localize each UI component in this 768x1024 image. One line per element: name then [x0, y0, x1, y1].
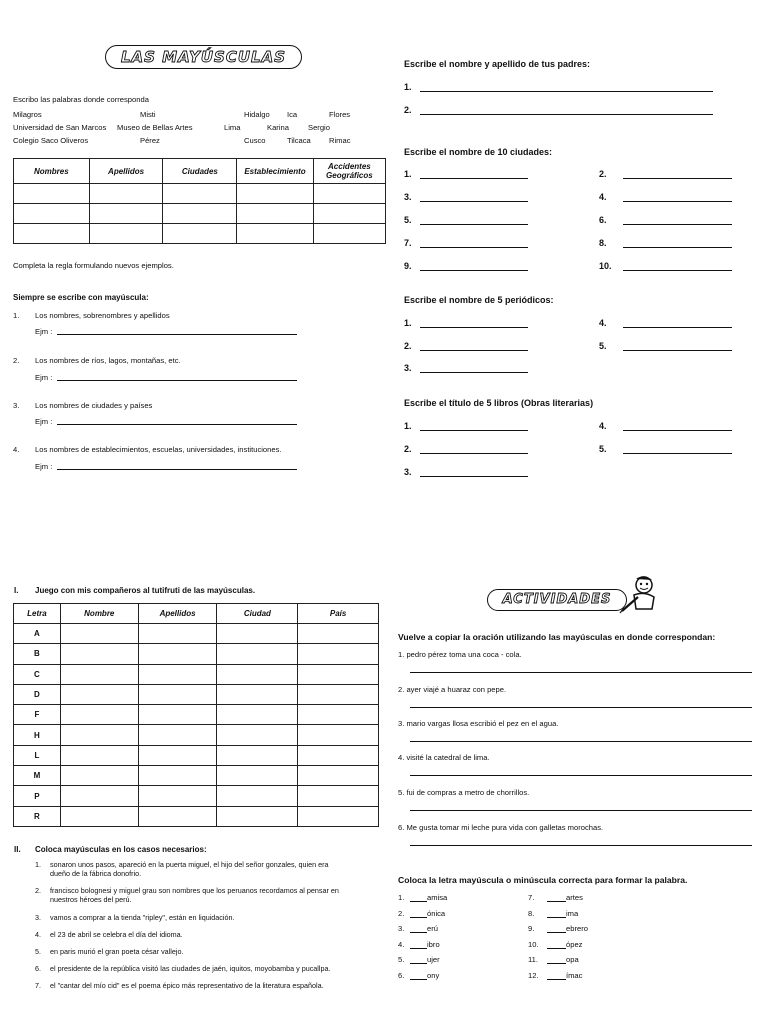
item-number: 3. — [398, 924, 405, 933]
tutifruti-table — [13, 603, 379, 827]
answer-line[interactable] — [623, 327, 732, 328]
word-bank-item: Ica — [287, 110, 298, 119]
game-heading: Juego con mis compañeros al tutifruti de las mayúsculas. — [35, 586, 256, 595]
col-header-apellidos: Apellidos — [89, 159, 163, 184]
table-cell[interactable] — [298, 684, 379, 704]
table-cell[interactable] — [217, 644, 298, 664]
answer-line[interactable] — [410, 672, 752, 673]
page-title: LAS MAYÚSCULAS — [120, 48, 286, 66]
word-bank-item: Misti — [140, 110, 156, 119]
table-cell[interactable] — [138, 806, 217, 826]
sentence-text: 3. mario vargas llosa escribió el pez en el agua. — [398, 719, 559, 728]
books-heading: Escribe el título de 5 libros (Obras literarias) — [404, 398, 594, 408]
word-fragment: ópez — [566, 939, 583, 949]
item-number: 12. — [528, 970, 539, 980]
line-number: 6. — [599, 215, 607, 225]
word-fragment: ebrero — [566, 924, 588, 933]
table-cell[interactable] — [138, 664, 217, 684]
rule-heading: Siempre se escribe con mayúscula: — [13, 293, 149, 302]
word-bank-item: Pérez — [140, 136, 160, 145]
answer-line[interactable] — [623, 201, 732, 202]
letter-cell: R — [14, 806, 61, 826]
col-header-ciudad: Ciudad — [217, 604, 298, 624]
answer-line[interactable] — [420, 91, 713, 92]
exercise1-instruction: Escribo las palabras donde corresponda — [13, 95, 149, 104]
answer-line[interactable] — [410, 845, 752, 846]
table-cell[interactable] — [163, 204, 237, 224]
line-number: 8. — [599, 238, 607, 248]
word-bank-item: Lima — [224, 123, 241, 132]
table-cell[interactable] — [14, 224, 90, 244]
answer-line[interactable] — [420, 350, 528, 351]
table-row — [14, 806, 379, 826]
item-text: francisco bolognesi y miguel grau son nombres que los peruanos recordamos al pensar en — [50, 886, 339, 895]
answer-line[interactable] — [57, 469, 297, 470]
table-cell[interactable] — [138, 766, 217, 786]
table-cell[interactable] — [237, 184, 314, 204]
table-cell[interactable] — [163, 184, 237, 204]
answer-line[interactable] — [623, 270, 732, 271]
line-number: 4. — [599, 192, 607, 202]
word-bank-item: Flores — [329, 110, 351, 119]
word-bank-item: Milagros — [13, 110, 42, 119]
answer-line[interactable] — [623, 430, 732, 431]
copy-heading: Vuelve a copiar la oración utilizando las mayúsculas en donde correspondan: — [398, 632, 716, 642]
item-number: 2. — [35, 886, 41, 895]
table-cell[interactable] — [237, 224, 314, 244]
blank-line[interactable] — [410, 932, 427, 933]
col-header-ciudades: Ciudades — [163, 159, 237, 184]
table-cell[interactable] — [298, 806, 379, 826]
table-cell[interactable] — [298, 644, 379, 664]
line-number: 5. — [599, 340, 607, 351]
line-number: 4. — [599, 318, 607, 328]
rule-item-number: 4. — [13, 445, 20, 454]
line-number: 2. — [404, 105, 412, 115]
word-fragment: erú — [427, 924, 438, 933]
table-cell[interactable] — [298, 624, 379, 644]
table-cell[interactable] — [138, 624, 217, 644]
line-number: 7. — [404, 238, 412, 248]
blank-line[interactable] — [547, 901, 566, 902]
rule-item-number: 3. — [13, 401, 20, 410]
table-cell[interactable] — [60, 806, 138, 826]
rule-item-text: Los nombres de ríos, lagos, montañas, etc. — [35, 356, 181, 365]
item-number: 4. — [398, 939, 405, 949]
word-fragment: ujer — [427, 955, 440, 964]
word-bank-item: Museo de Bellas Artes — [117, 123, 193, 132]
blank-line[interactable] — [547, 917, 566, 918]
col-header-pais: País — [298, 604, 379, 624]
answer-line[interactable] — [410, 707, 752, 708]
table-row — [14, 766, 379, 786]
line-number: 1. — [404, 318, 412, 328]
child-writing-illustration — [618, 575, 660, 615]
parents-heading: Escribe el nombre y apellido de tus padres: — [404, 59, 591, 69]
item-number: 5. — [35, 947, 41, 956]
word-bank-item: Hidalgo — [244, 110, 270, 119]
answer-line[interactable] — [420, 178, 528, 179]
letter-cell: L — [14, 745, 61, 765]
answer-line[interactable] — [410, 810, 752, 811]
word-fragment: ima — [566, 908, 579, 918]
blank-line[interactable] — [547, 963, 566, 964]
line-number: 2. — [599, 169, 607, 179]
item-number: 9. — [528, 924, 535, 933]
table-cell[interactable] — [313, 184, 385, 204]
blank-line[interactable] — [410, 948, 427, 949]
item-number: 1. — [398, 893, 405, 902]
blank-line[interactable] — [410, 901, 427, 902]
answer-line[interactable] — [623, 247, 732, 248]
table-cell[interactable] — [138, 725, 217, 745]
answer-line[interactable] — [623, 453, 732, 454]
item-text: sonaron unos pasos, apareció en la puerta miguel, el hijo del señor gonzales, quien era — [50, 860, 329, 869]
table-cell[interactable] — [60, 664, 138, 684]
table-cell[interactable] — [313, 204, 385, 224]
answer-line[interactable] — [57, 334, 297, 335]
table-row — [14, 224, 386, 244]
word-bank-item: Sergio — [308, 123, 330, 132]
table-cell[interactable] — [298, 745, 379, 765]
letters-heading: Coloca la letra mayúscula o minúscula correcta para formar la palabra. — [398, 875, 688, 885]
table-cell[interactable] — [60, 624, 138, 644]
line-number: 3. — [404, 363, 412, 373]
letter-cell: H — [14, 725, 61, 745]
answer-line[interactable] — [420, 201, 528, 202]
col-header-apellidos: Apellidos — [138, 604, 217, 624]
line-number: 1. — [404, 82, 412, 92]
table-cell[interactable] — [60, 644, 138, 664]
answer-line[interactable] — [420, 327, 528, 328]
table-cell[interactable] — [60, 705, 138, 725]
answer-line[interactable] — [420, 224, 528, 225]
table-cell[interactable] — [217, 745, 298, 765]
item-text: dueño de la fábrica donofrio. — [50, 869, 142, 878]
table-cell[interactable] — [138, 644, 217, 664]
item-text: el 23 de abril se celebra el día del idioma. — [50, 930, 183, 939]
item-number: 6. — [35, 964, 41, 973]
line-number: 2. — [404, 340, 412, 351]
ejm-label: Ejm : — [35, 373, 53, 382]
word-fragment: amisa — [427, 893, 448, 902]
blank-line[interactable] — [410, 917, 427, 918]
answer-line[interactable] — [420, 372, 528, 373]
section-number: I. — [14, 586, 19, 595]
word-fragment: ony — [427, 970, 440, 980]
table-cell[interactable] — [60, 684, 138, 704]
table-cell[interactable] — [163, 224, 237, 244]
sentence-text: 5. fui de compras a metro de chorrillos. — [398, 788, 530, 797]
item-text: el presidente de la república visitó las ciudades de jaén, iquitos, moyobamba y pucallpa. — [50, 964, 331, 973]
rule-item-number: 1. — [13, 311, 20, 320]
table-row — [14, 705, 379, 725]
line-number: 1. — [404, 421, 412, 431]
line-number: 5. — [404, 215, 412, 225]
table-cell[interactable] — [217, 684, 298, 704]
line-number: 4. — [599, 421, 607, 431]
table-cell[interactable] — [60, 786, 138, 806]
table-row — [14, 624, 379, 644]
table-row — [14, 786, 379, 806]
col-header-nombre: Nombre — [60, 604, 138, 624]
rule-intro: Completa la regla formulando nuevos ejemplos. — [13, 261, 174, 270]
table-cell[interactable] — [298, 705, 379, 725]
table-cell[interactable] — [138, 684, 217, 704]
table-row — [14, 644, 379, 664]
activities-banner — [487, 589, 627, 611]
answer-line[interactable] — [623, 350, 732, 351]
answer-line[interactable] — [410, 741, 752, 742]
line-number: 1. — [404, 169, 412, 179]
item-number: 10. — [528, 939, 539, 949]
section-number: II. — [14, 845, 21, 854]
line-number: 3. — [404, 467, 412, 477]
line-number: 10. — [599, 261, 612, 271]
word-bank-item: Tilcaca — [287, 136, 311, 145]
table-cell[interactable] — [217, 705, 298, 725]
table-cell[interactable] — [217, 766, 298, 786]
table-cell[interactable] — [313, 224, 385, 244]
table-cell[interactable] — [60, 725, 138, 745]
item-number: 11. — [528, 955, 538, 964]
table-cell[interactable] — [298, 725, 379, 745]
cities-heading: Escribe el nombre de 10 ciudades: — [404, 147, 553, 157]
word-fragment: ímac — [566, 970, 583, 980]
answer-line[interactable] — [410, 775, 752, 776]
item-number: 5. — [398, 955, 405, 964]
word-bank-item: Colegio Saco Oliveros — [13, 136, 89, 145]
answer-line[interactable] — [420, 114, 713, 115]
rule-item-text: Los nombres, sobrenombres y apellidos — [35, 311, 170, 320]
letter-cell: C — [14, 664, 61, 684]
answer-line[interactable] — [420, 430, 528, 431]
rule-item-text: Los nombres de establecimientos, escuelas, universidades, instituciones. — [35, 445, 282, 454]
table-cell[interactable] — [217, 806, 298, 826]
answer-line[interactable] — [420, 476, 528, 477]
table-row — [14, 684, 379, 704]
table-cell[interactable] — [237, 204, 314, 224]
newspapers-heading: Escribe el nombre de 5 periódicos: — [404, 295, 554, 305]
line-number: 2. — [404, 444, 412, 454]
table-cell[interactable] — [298, 786, 379, 806]
word-fragment: opa — [566, 955, 579, 964]
line-number: 3. — [404, 192, 412, 202]
table-cell[interactable] — [138, 745, 217, 765]
ejm-label: Ejm : — [35, 327, 53, 336]
col-header-letra: Letra — [14, 604, 61, 624]
activities-title: ACTIVIDADES — [502, 592, 612, 607]
word-fragment: artes — [566, 893, 583, 902]
answer-line[interactable] — [420, 247, 528, 248]
table-cell[interactable] — [14, 184, 90, 204]
answer-line[interactable] — [57, 380, 297, 381]
sentence-text: 2. ayer viajé a huaraz con pepe. — [398, 685, 507, 694]
table-row — [14, 184, 386, 204]
item-text: en paris murió el gran poeta césar vallejo. — [50, 947, 184, 956]
table-cell[interactable] — [217, 624, 298, 644]
sentence-text: 1. pedro pérez toma una coca - cola. — [398, 650, 522, 659]
table-row — [14, 204, 386, 224]
letter-cell: M — [14, 766, 61, 786]
blank-line[interactable] — [547, 948, 566, 949]
table-cell[interactable] — [138, 786, 217, 806]
item-number: 1. — [35, 860, 41, 869]
sentence-text: 4. visité la catedral de lima. — [398, 753, 490, 762]
item-number: 6. — [398, 970, 405, 980]
answer-line[interactable] — [420, 453, 528, 454]
item-number: 4. — [35, 930, 41, 939]
sentence-text: 6. Me gusta tomar mi leche pura vida con galletas morochas. — [398, 823, 604, 832]
word-fragment: ónica — [427, 908, 446, 918]
word-bank-item: Karina — [267, 123, 289, 132]
table-cell[interactable] — [60, 745, 138, 765]
letter-cell: A — [14, 624, 61, 644]
col-header-establecimiento: Establecimiento — [237, 159, 314, 184]
table-row — [14, 725, 379, 745]
item-number: 3. — [35, 913, 41, 922]
item-number: 8. — [528, 908, 535, 918]
answer-line[interactable] — [623, 224, 732, 225]
rule-item-text: Los nombres de ciudades y países — [35, 401, 153, 410]
item-number: 2. — [398, 908, 405, 918]
table-row — [14, 664, 379, 684]
col-header-accidentes: Accidentes Geográficos — [313, 159, 385, 184]
table-cell[interactable] — [89, 204, 163, 224]
answer-line[interactable] — [420, 270, 528, 271]
blank-line[interactable] — [410, 979, 427, 980]
table-cell[interactable] — [14, 204, 90, 224]
table-cell[interactable] — [60, 766, 138, 786]
classification-table — [13, 158, 386, 244]
table-row — [14, 745, 379, 765]
table-cell[interactable] — [217, 725, 298, 745]
item-text: el "cantar del mío cid" es el poema épico más representativo de la literatura española. — [50, 981, 324, 990]
word-fragment: ibro — [427, 939, 440, 949]
letter-cell: F — [14, 705, 61, 725]
table-cell[interactable] — [138, 705, 217, 725]
title-banner — [105, 45, 302, 69]
letter-cell: P — [14, 786, 61, 806]
table-cell[interactable] — [217, 786, 298, 806]
line-number: 9. — [404, 261, 412, 271]
letter-cell: D — [14, 684, 61, 704]
rule-item-number: 2. — [13, 356, 20, 365]
table-cell[interactable] — [217, 664, 298, 684]
item-text: nuestros héroes del perú. — [50, 895, 132, 904]
table-cell[interactable] — [89, 224, 163, 244]
answer-line[interactable] — [57, 424, 297, 425]
section2-heading: Coloca mayúsculas en los casos necesarios: — [35, 845, 207, 854]
blank-line[interactable] — [547, 932, 566, 933]
blank-line[interactable] — [410, 963, 427, 964]
ejm-label: Ejm : — [35, 417, 53, 426]
line-number: 5. — [599, 444, 607, 454]
answer-line[interactable] — [623, 178, 732, 179]
col-header-nombres: Nombres — [14, 159, 90, 184]
blank-line[interactable] — [547, 979, 566, 980]
item-number: 7. — [35, 981, 41, 990]
letter-cell: B — [14, 644, 61, 664]
ejm-label: Ejm : — [35, 462, 53, 471]
table-cell[interactable] — [298, 664, 379, 684]
word-bank-item: Universidad de San Marcos — [13, 123, 107, 132]
item-number: 7. — [528, 893, 535, 902]
word-bank-item: Cusco — [244, 136, 266, 145]
word-bank-item: Rimac — [329, 136, 351, 145]
table-cell[interactable] — [89, 184, 163, 204]
table-cell[interactable] — [298, 766, 379, 786]
item-text: vamos a comprar a la tienda "ripley", están en liquidación. — [50, 913, 235, 922]
